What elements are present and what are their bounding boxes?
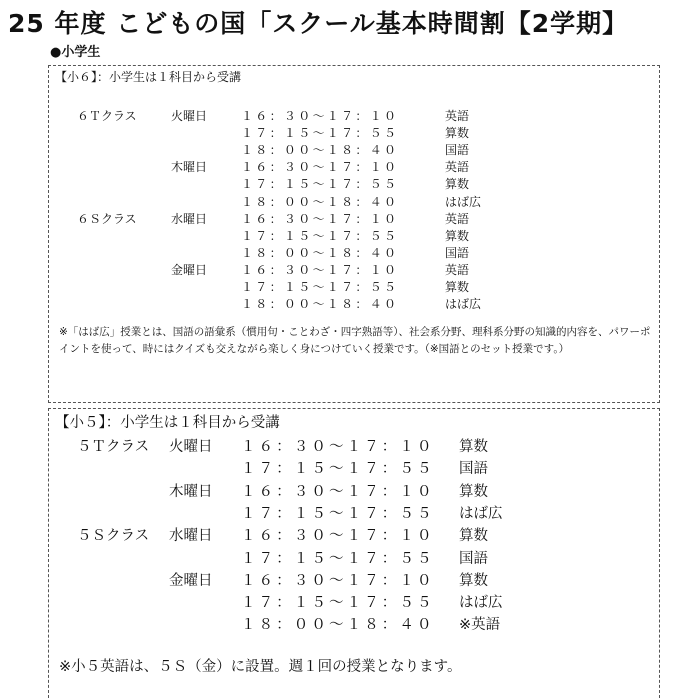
class-label: ６Ｓクラス — [77, 211, 137, 226]
time-range: １６：３０～１７：１０ — [241, 528, 435, 545]
subject-label: ※英語 — [459, 617, 501, 634]
day-label: 金曜日 — [171, 262, 208, 277]
grade6-header: 【小６】：小学生は１科目から受講 — [55, 70, 242, 84]
subject-label: 算数 — [459, 439, 488, 455]
grade6-note: ※「はば広」授業とは、国語の語彙系（慣用句・ことわざ・四字熟語等）、社会系分野、理科系分野の知識的内容を、パワーポイントを使って、時にはクイズも交えながら楽しく身につけていく授業です。（※国語とのセット授業です。） — [59, 326, 651, 355]
subject-label: 国語 — [445, 143, 470, 158]
subject-label: 英語 — [445, 211, 470, 226]
time-range: １８：００～１８：４０ — [241, 245, 399, 260]
subject-label: 算数 — [445, 126, 470, 141]
time-range: １７：１５～１７：５５ — [241, 126, 399, 141]
time-range: １６：３０～１７：１０ — [241, 262, 399, 277]
time-range: １６：３０～１７：１０ — [241, 109, 399, 123]
subject-label: 算数 — [445, 280, 470, 294]
subject-label: 算数 — [445, 177, 470, 192]
time-range: １８：００～１８：４０ — [241, 297, 399, 312]
class-label: ５Ｓクラス — [77, 528, 150, 545]
grade5-note: ※小５英語は、５Ｓ（金）に設置。週１回の授業となります。 — [59, 659, 462, 675]
time-range: １７：１５～１７：５５ — [241, 595, 435, 612]
subject-label: はば広 — [459, 505, 503, 522]
subject-label: 算数 — [459, 528, 488, 545]
grade5-schedule-box — [48, 408, 660, 698]
time-range: １６：３０～１７：１０ — [241, 439, 435, 455]
time-range: １７：１５～１７：５５ — [241, 550, 435, 567]
day-label: 火曜日 — [171, 109, 208, 123]
grade5-header: 【小５】：小学生は１科目から受講 — [55, 415, 280, 431]
page-title: 25 年度 こどもの国「スクール基本時間割【2学期】 — [8, 9, 629, 38]
class-label: ６Ｔクラス — [77, 109, 137, 123]
time-range: １８：００～１８：４０ — [241, 143, 399, 158]
time-range: １８：００～１８：４０ — [241, 194, 399, 209]
subject-label: 英語 — [445, 262, 470, 277]
subject-label: はば広 — [445, 297, 482, 312]
day-label: 木曜日 — [171, 160, 208, 175]
time-range: １７：１５～１７：５５ — [241, 505, 435, 522]
subject-label: 国語 — [459, 461, 488, 478]
section-heading: ●小学生 — [50, 45, 101, 60]
time-range: １７：１５～１７：５５ — [241, 228, 399, 243]
time-range: １８：００～１８：４０ — [241, 617, 435, 634]
time-range: １６：３０～１７：１０ — [241, 483, 435, 500]
grade6-schedule-box — [48, 65, 660, 403]
subject-label: 算数 — [459, 572, 488, 589]
subject-label: 英語 — [445, 160, 470, 175]
time-range: １７：１５～１７：５５ — [241, 177, 399, 192]
subject-label: 国語 — [459, 550, 488, 567]
time-range: １６：３０～１７：１０ — [241, 572, 435, 589]
time-range: １７：１５～１７：５５ — [241, 280, 399, 294]
day-label: 木曜日 — [169, 483, 213, 500]
class-label: ５Ｔクラス — [77, 439, 150, 455]
subject-label: 算数 — [459, 483, 488, 500]
day-label: 金曜日 — [169, 572, 213, 589]
subject-label: 算数 — [445, 228, 470, 243]
subject-label: はば広 — [445, 194, 482, 209]
subject-label: はば広 — [459, 595, 503, 612]
time-range: １６：３０～１７：１０ — [241, 160, 399, 175]
subject-label: 英語 — [445, 109, 470, 123]
time-range: １７：１５～１７：５５ — [241, 461, 435, 478]
subject-label: 国語 — [445, 245, 470, 260]
day-label: 水曜日 — [169, 528, 213, 545]
day-label: 火曜日 — [169, 439, 213, 455]
day-label: 水曜日 — [171, 211, 208, 226]
time-range: １６：３０～１７：１０ — [241, 211, 399, 226]
